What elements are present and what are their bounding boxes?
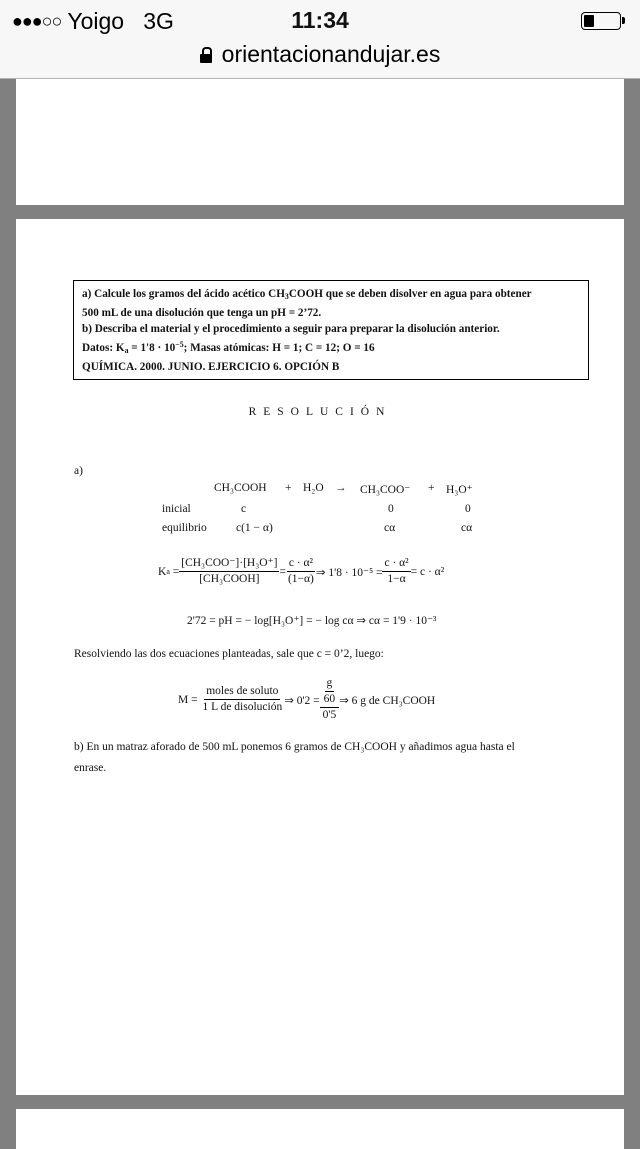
part-b-line-2: enrase. [74, 762, 107, 774]
plus-1: + [285, 482, 292, 494]
eq-product-2: cα [461, 522, 473, 534]
pdf-page-3 [16, 1109, 624, 1149]
ka-fraction-simplified: $\frac{\text{c · α²}}{1-\alpha}$ [384, 557, 409, 585]
molarity-fraction: $\frac{\text{moles de soluto}}{\text{1 L de disolución}}$ [202, 685, 283, 713]
problem-line-2: 500 mL de una disolución que tenga un pH = 2’72. [82, 306, 322, 319]
initial-product-2: 0 [465, 503, 471, 515]
ka-fraction-concentrations: $\frac{\text{[CH₃COO⁻]·[H₃O⁺]}}{\text{[CH₃COOH]}}$ [181, 557, 278, 585]
product-2: H₃O⁺ [446, 484, 473, 496]
battery-level [584, 15, 594, 27]
problem-source: QUÍMICA. 2000. JUNIO. EJERCICIO 6. OPCIÓN B [82, 360, 340, 373]
ka-equation: K a = $\frac{\text{[CH₃COO⁻]·[H₃O⁺]}}{\text{[CH₃COOH]}}$ = $\frac{\text{c · α²}}{(1-\alpha)}$ ⇒ 1'8 · 10⁻⁵ = $\frac{\text{c · α²}}{1-\alpha}$ = c · α² [158, 557, 445, 585]
browser-status-bar [0, 0, 640, 79]
ph-equation: 2'72 = pH = − log[H₃O⁺] = − log cα ⇒ cα = 1'9 · 10⁻³ [187, 615, 437, 627]
problem-data-line: Datos: $K_a = 1'8 \cdot 10^{-5}$; Masas atómicas: H = 1; C = 12; O = 16 [82, 339, 375, 355]
clock: 11:34 [291, 7, 349, 33]
product-1: CH₃COO⁻ [360, 484, 411, 496]
url-text: orientacionandujar.es [221, 41, 441, 67]
part-b-line-1: b) En un matraz aforado de 500 mL ponemos 6 gramos de CH₃COOH y añadimos agua hasta el [74, 741, 515, 753]
problem-line-3: b) Describa el material y el procedimiento a seguir para preparar la disolución anterior. [82, 322, 500, 335]
reaction-arrow: → [335, 482, 347, 494]
plus-2: + [428, 482, 435, 494]
pdf-page-1 [16, 79, 624, 205]
reactant-2: H₂O [303, 482, 324, 494]
initial-reactant: c [241, 503, 247, 515]
battery-tip [622, 17, 625, 24]
resolution-title: RESOLUCIÓN [248, 406, 392, 418]
problem-statement-box [73, 280, 589, 380]
eq-product-1: cα [384, 522, 396, 534]
reactant-1: CH₃COOH [214, 482, 267, 494]
eq-reactant: c(1 − α) [236, 522, 273, 534]
network-type: 3G [143, 8, 174, 34]
lock-icon [200, 47, 212, 63]
molarity-equation: M = $\frac{\text{moles de soluto}}{\text{1 L de disolución}}$ ⇒ 0'2 = $\frac{\frac{g}{60}}{0'5}$ ⇒ 6 g de CH₃COOH [178, 677, 436, 721]
problem-line-1: a) Calcule los gramos del ácido acético $CH_3COOH$ que se deben disolver en agua para obtener [82, 288, 532, 301]
carrier-name: Yoigo [67, 8, 125, 34]
initial-product-1: 0 [388, 503, 394, 515]
ka-fraction-alpha: $\frac{\text{c · α²}}{(1-\alpha)}$ [287, 557, 314, 585]
row-initial-label: inicial [162, 503, 191, 515]
solving-text: Resolviendo las dos ecuaciones planteadas, sale que c = 0’2, luego: [74, 648, 384, 660]
battery-icon [581, 12, 621, 30]
mass-fraction: $\frac{\frac{g}{60}}{0'5}$ [320, 676, 340, 723]
address-bar[interactable] [0, 41, 640, 68]
part-a-label: a) [74, 465, 83, 477]
row-equilibrium-label: equilibrio [162, 522, 207, 534]
signal-strength-icon: ●●●○○ [12, 11, 62, 31]
